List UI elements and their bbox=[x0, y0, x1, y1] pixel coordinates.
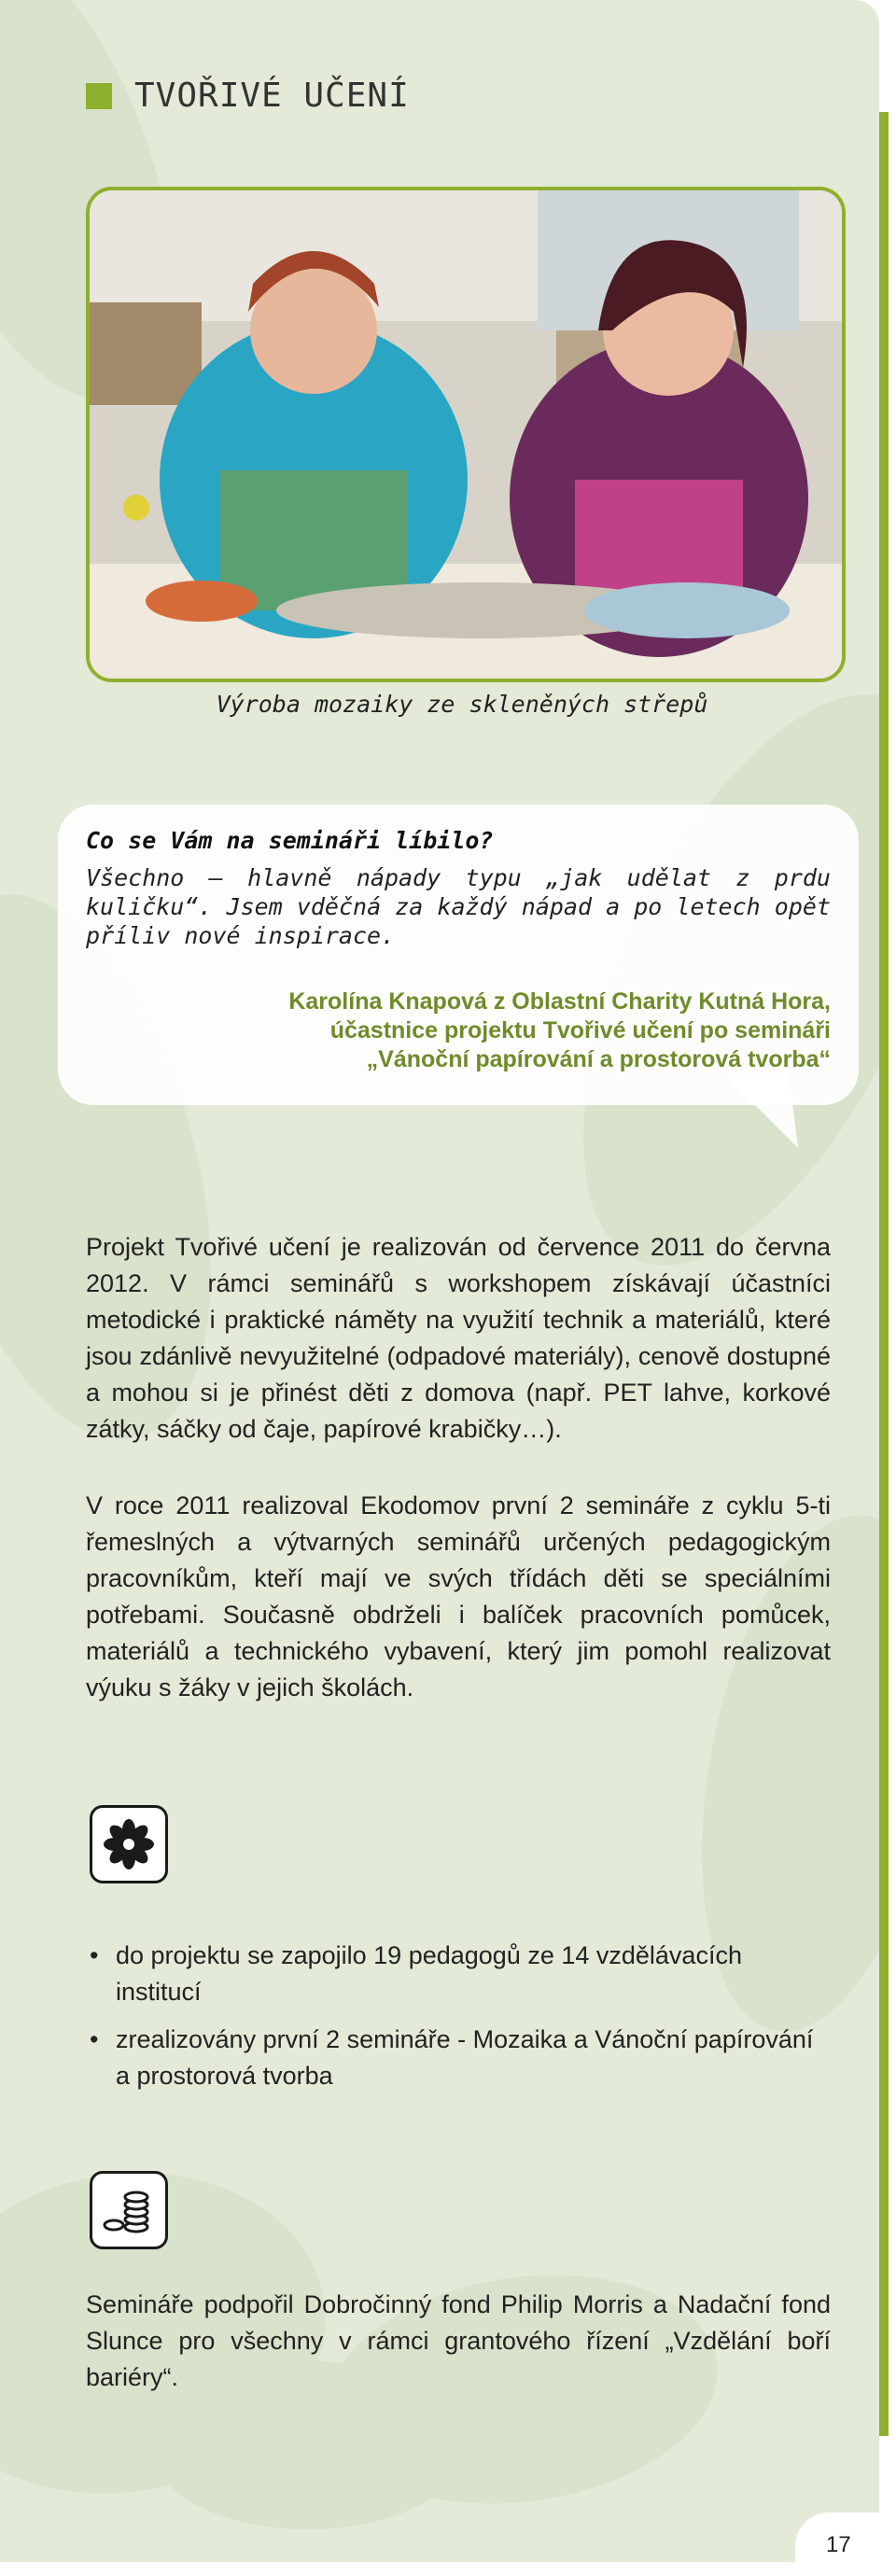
page-number: 17 bbox=[826, 2532, 851, 2557]
side-accent-bar bbox=[879, 112, 889, 2436]
list-item-text: zrealizovány první 2 semináře - Mozaika a Vánoční papírování a prostorová tvorba bbox=[116, 2025, 814, 2090]
bullet-icon: • bbox=[90, 2025, 99, 2053]
list-item bbox=[86, 2022, 831, 2094]
signature-line: účastnice projektu Tvořivé učení po semináři bbox=[329, 1017, 831, 1043]
flower-icon bbox=[90, 1805, 168, 1883]
heading-square-icon bbox=[86, 83, 112, 109]
coins-icon bbox=[90, 2171, 168, 2249]
section-heading bbox=[86, 77, 410, 115]
photo-caption: Výroba mozaiky ze skleněných střepů bbox=[216, 691, 708, 718]
section-title: TVOŘIVÉ UČENÍ bbox=[134, 77, 410, 115]
body-paragraph-1: Projekt Tvořivé učení je realizován od července 2011 do června 2012. V rámci seminářů s workshopem získávají účastníci metodické i praktické náměty na využití technik a materiálů, které jsou zdánlivě nevyužitelné (odpadové materiály), cenově dostupné a mohou si je přinést děti z domova (např. PET lahve, korkové zátky, sáčky od čaje, papírové krabičky…). bbox=[86, 1233, 831, 1443]
list-item bbox=[86, 1938, 831, 2010]
funding-text: Semináře podpořil Dobročinný fond Philip Morris a Nadační fond Slunce pro všechny v rámci grantového řízení „Vzdělání boří bariéry“. bbox=[86, 2290, 831, 2391]
quote-answer: Všechno – hlavně nápady typu „jak udělat z prdu kuličku“. Jsem vděčná za každý nápad a po letech opět příliv nové inspirace. bbox=[86, 864, 831, 949]
quote-question: Co se Vám na semináři líbilo? bbox=[86, 827, 494, 854]
bullet-icon: • bbox=[90, 1941, 99, 1969]
list-item-text: do projektu se zapojilo 19 pedagogů ze 14 vzdělávacích institucí bbox=[116, 1941, 742, 2006]
signature-line: „Vánoční papírování a prostorová tvorba“ bbox=[366, 1046, 831, 1072]
workshop-photo bbox=[86, 187, 846, 682]
body-paragraph-2: V roce 2011 realizoval Ekodomov první 2 semináře z cyklu 5-ti řemeslných a výtvarných seminářů určených pedagogickým pracovníkům, kteří mají ve svých třídách děti se speciálními potřebami. Současně obdrželi i balíček pracovních pomůcek, materiálů a technického vybavení, který jim pomohl realizovat výuku s žáky v jejich školách. bbox=[86, 1491, 831, 1701]
signature-line: Karolína Knapová z Oblastní Charity Kutná Hora, bbox=[288, 988, 831, 1015]
quote-bubble-tail bbox=[723, 1073, 807, 1157]
results-list bbox=[86, 1938, 831, 2106]
quote-signature bbox=[86, 987, 831, 1074]
